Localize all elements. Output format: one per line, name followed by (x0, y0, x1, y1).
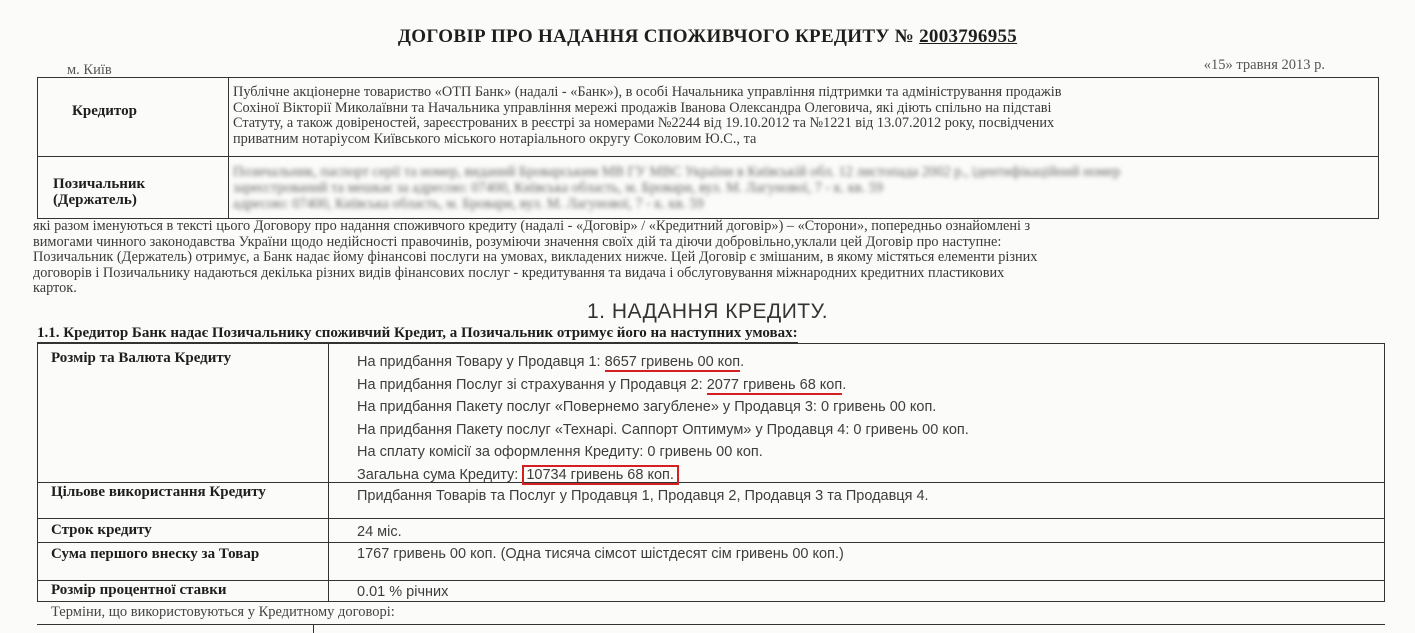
section-subheading: 1.1. Кредитор Банк надає Позичальнику споживчий Кредит, а Позичальник отримує його на наступних умовах: (37, 325, 798, 341)
borrower-line: зареєстрований та мешкає за адресою: 07400, Київська область, м. Бровари, вул. М. Лагунової, 7 - к. кв. 59 (233, 180, 884, 196)
creditor-label: Кредитор (72, 103, 137, 119)
preamble-line: які разом іменуються в тексті цього Договору про надання споживчого кредиту (надалі - «Договір» / «Кредитний договір») – «Сторони», попередньо ознайомлені з (33, 218, 1031, 234)
contract-number: 2003796955 (919, 26, 1018, 47)
borrower-line: Позичальник, паспорт серії та номер, виданий Броварським МВ ГУ МВС України в Київській обл. 12 листопада 2002 р., ідентифікаційний номер (233, 164, 1121, 180)
size-line: На придбання Товару у Продавця 1: 8657 гривень 00 коп. (357, 354, 745, 370)
borrower-line: адресою: 07400, Київська область, м. Бровари, вул. М. Лагунової, 7 - к. кв. 59 (233, 196, 704, 212)
preamble-line: вимогами чинного законодавства України щодо недійсності правочинів, розуміючи значення своїх дій та діючи добровільно,уклали цей Договір про наступне: (33, 233, 1002, 250)
parties-row-divider (37, 156, 1379, 157)
down-payment-value: 1767 гривень 00 коп. (Одна тисяча сімсот шістдесят сім гривень 00 коп.) (357, 546, 844, 562)
total-amount: 10734 гривень 68 коп. (522, 465, 679, 485)
preamble-line: договорів і Позичальнику надаються декілька різних видів фінансових послуг - кредитування та видача і обслуговування міжнародних кредитних пластикових (33, 264, 1005, 281)
creditor-line: Публічне акціонерне товариство «ОТП Банк» (надалі - «Банк»), в особі Начальника управління підтримки та адміністрування продажів (233, 84, 1062, 100)
insurance-amount: 2077 гривень 68 коп (706, 376, 843, 393)
creditor-text (233, 85, 1371, 147)
preamble-line: Позичальник (Держатель) отримує, а Банк надає йому фінансові послуги на умовах, викладених нижче. Цей Договір є змішаним, в якому містяться елементи різних (33, 249, 1038, 265)
size-line: На придбання Пакету послуг «Повернемо загублене» у Продавця 3: 0 гривень 00 коп. (357, 399, 937, 416)
terms-row-divider (37, 518, 1385, 519)
preamble-line: карток. (33, 280, 77, 296)
size-line: На сплату комісії за оформлення Кредиту: 0 гривень 00 коп. (357, 444, 763, 461)
section-heading: 1. НАДАННЯ КРЕДИТУ. (586, 300, 829, 323)
contract-title (0, 26, 1415, 48)
parties-divider (228, 77, 229, 218)
size-line: На придбання Послуг зі страхування у Продавця 2: 2077 гривень 68 коп. (357, 376, 847, 393)
terms-divider (328, 343, 329, 601)
goods-amount: 8657 гривень 00 коп (604, 354, 741, 370)
total-line: Загальна сума Кредиту: 10734 гривень 68 коп. (357, 464, 969, 487)
term-value: 24 міс. (357, 524, 402, 540)
size-values (357, 351, 969, 487)
creditor-line: Сохіної Вікторії Миколаївни та Начальника управління мережі продажів Іванова Олександра Олеговича, які діють спільно на підставі (233, 99, 1052, 116)
preamble (33, 219, 1383, 297)
borrower-label: Позичальник (Держатель) (53, 176, 146, 208)
purpose-value: Придбання Товарів та Послуг у Продавця 1, Продавця 2, Продавця 3 та Продавця 4. (357, 488, 929, 504)
down-payment-label: Сума першого внеску за Товар (51, 546, 260, 562)
purpose-label: Цільове використання Кредиту (51, 484, 266, 500)
creditor-line: приватним нотаріусом Київського міського нотаріального округу Соколовим Ю.С., та (233, 130, 757, 147)
city: м. Київ (67, 62, 112, 78)
terms-row-divider (37, 542, 1385, 543)
terms-intro: Терміни, що використовуються у Кредитному договорі: (51, 604, 395, 620)
term-label: Строк кредиту (51, 522, 152, 538)
terms-row-divider (37, 580, 1385, 581)
size-line: На придбання Пакету послуг «Технарі. Саппорт Оптимум» у Продавця 4: 0 гривень 00 коп. (357, 421, 969, 438)
rate-value: 0.01 % річних (357, 584, 449, 600)
next-table-top (37, 624, 1385, 625)
title-text: ДОГОВІР ПРО НАДАННЯ СПОЖИВЧОГО КРЕДИТУ № (397, 26, 915, 47)
rate-label: Розмір процентної ставки (51, 582, 227, 598)
creditor-line: Статуту, а також довіреностей, зареєстрованих в реєстрі за номерами №2244 від 19.10.2012 та №1221 від 13.07.2012 року, посвідчених (233, 115, 1055, 131)
next-table-divider (313, 624, 314, 633)
borrower-text-redacted (233, 164, 1371, 212)
contract-date: «15» травня 2013 р. (1203, 57, 1325, 73)
size-label: Розмір та Валюта Кредиту (51, 350, 232, 366)
